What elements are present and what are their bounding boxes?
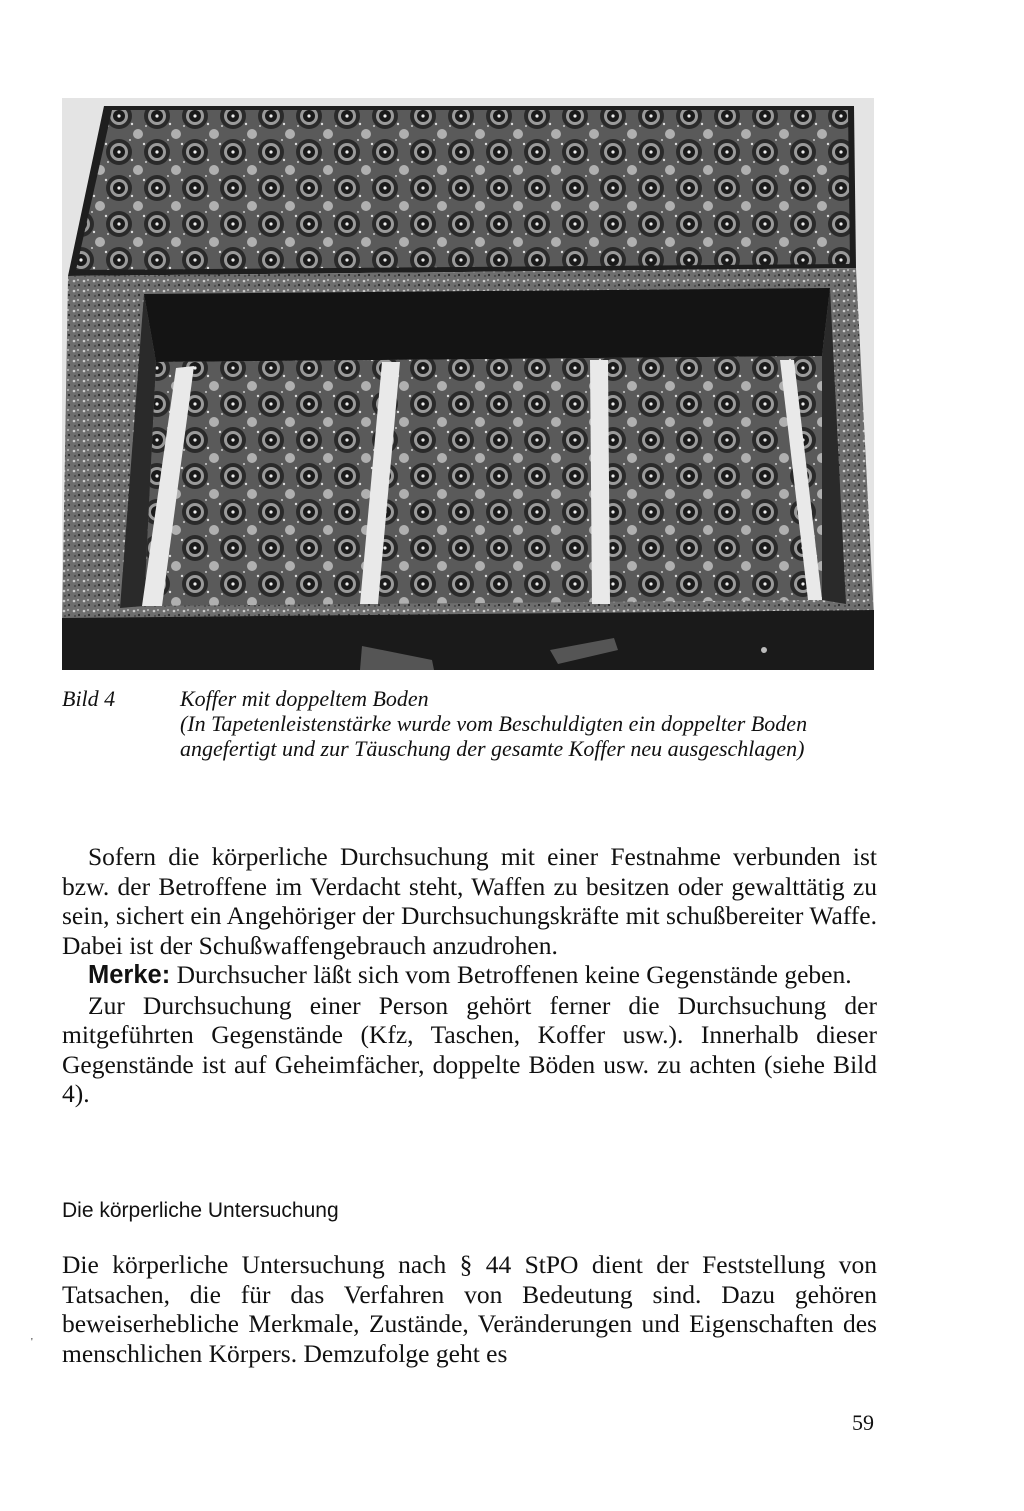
page-number: 59 xyxy=(852,1410,874,1435)
figure-caption xyxy=(180,686,880,761)
paragraph-carried-items: Zur Durchsuchung einer Person gehört ferner die Durchsuchung der mitgeführten Gegenstände (Kfz, Taschen, Koffer usw.). Innerhalb dieser Gegenstände ist auf Geheimfächer, doppelte Böden usw. zu achten (siehe Bild 4). xyxy=(62,990,877,1108)
paragraph-physical-examination: Die körperliche Untersuchung nach § 44 StPO dient der Feststellung von Tatsachen, die für das Verfahren von Bedeutung sind. Dazu gehören beweiserhebliche Merkmale, Zustände, Veränderungen und Eigenschaften des menschlichen Körpers. Demzufolge geht es xyxy=(62,1250,877,1368)
paragraph-note xyxy=(62,960,877,991)
figure-title: Koffer mit doppeltem Boden xyxy=(180,686,429,711)
figure-description: (In Tapetenleistenstärke wurde vom Beschuldigten ein doppelter Boden angefertigt und zur Täuschung der gesamte Koffer neu ausgeschlagen) xyxy=(180,711,808,761)
margin-mark: ' xyxy=(31,1337,33,1348)
note-label: Merke: xyxy=(88,961,171,989)
paragraph-search-arrest: Sofern die körperliche Durchsuchung mit einer Festnahme verbunden ist bzw. der Betroffene im Verdacht steht, Waffen zu besitzen oder gewalttätig zu sein, sichert ein Angehöriger der Durchsuchungskräfte mit schußbereiter Waffe. Dabei ist der Schußwaffengebrauch anzudrohen. xyxy=(62,842,877,960)
body-text-upper xyxy=(62,842,877,1109)
figure-label: Bild 4 xyxy=(62,686,116,711)
figure-photo-suitcase xyxy=(62,98,874,670)
body-text-lower xyxy=(62,1250,877,1368)
note-text: Durchsucher läßt sich vom Betroffenen keine Gegenstände geben. xyxy=(170,960,852,989)
section-heading: Die körperliche Untersuchung xyxy=(62,1199,339,1222)
